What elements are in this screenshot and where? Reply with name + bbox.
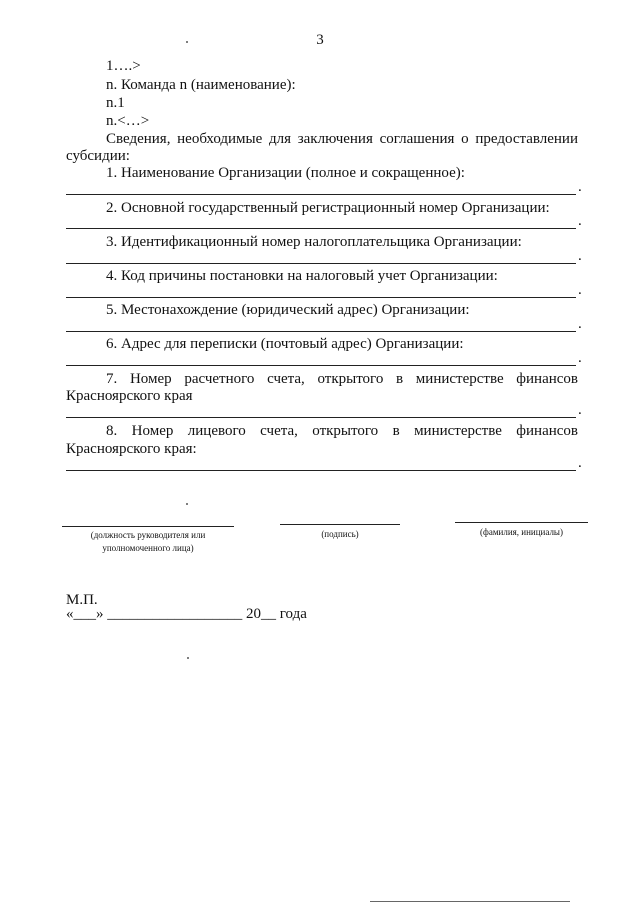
field-8-label-line-1: 8. Номер лицевого счета, открытого в министерстве финансов — [106, 423, 578, 439]
field-2-input-line[interactable] — [66, 228, 576, 229]
field-2-terminator: . — [578, 213, 582, 229]
scan-speck — [186, 41, 188, 43]
field-5-input-line[interactable] — [66, 331, 576, 332]
position-caption-1: (должность руководителя или — [90, 530, 206, 540]
date-line: «___» __________________ 20__ года — [66, 606, 307, 622]
stamp-mark: М.П. — [66, 592, 98, 608]
field-4-input-line[interactable] — [66, 297, 576, 298]
field-1-terminator: . — [578, 179, 582, 195]
field-6-input-line[interactable] — [66, 365, 576, 366]
position-signature-line[interactable] — [62, 526, 234, 527]
field-7-label-line-1: 7. Номер расчетного счета, открытого в министерстве финансов — [106, 371, 578, 387]
field-5-label: 5. Местонахождение (юридический адрес) Организации: — [106, 302, 470, 318]
field-8-label-line-2: Красноярского края: — [66, 441, 197, 457]
field-7-label-line-2: Красноярского края — [66, 388, 193, 404]
intro-line-2: субсидии: — [66, 148, 130, 164]
field-6-label: 6. Адрес для переписки (почтовый адрес) Организации: — [106, 336, 464, 352]
field-3-label: 3. Идентификационный номер налогоплательщика Организации: — [106, 234, 522, 250]
field-4-terminator: . — [578, 282, 582, 298]
intro-line-1: Сведения, необходимые для заключения соглашения о предоставлении — [106, 131, 578, 147]
team-sub-1: n.1 — [106, 95, 125, 111]
field-4-label: 4. Код причины постановки на налоговый учет Организации: — [106, 268, 498, 284]
name-caption: (фамилия, инициалы) — [480, 527, 563, 537]
field-5-terminator: . — [578, 316, 582, 332]
field-1-label: 1. Наименование Организации (полное и сокращенное): — [106, 165, 465, 181]
scan-speck — [186, 503, 188, 505]
field-3-terminator: . — [578, 248, 582, 264]
team-heading: n. Команда n (наименование): — [106, 77, 296, 93]
field-3-input-line[interactable] — [66, 263, 576, 264]
item-line-1: 1….> — [106, 58, 141, 74]
name-signature-line[interactable] — [455, 522, 588, 523]
position-caption-2: уполномоченного лица) — [102, 543, 194, 553]
scan-speck — [187, 657, 189, 659]
signature-line[interactable] — [280, 524, 400, 525]
field-2-label: 2. Основной государственный регистрационный номер Организации: — [106, 200, 550, 216]
field-7-input-line[interactable] — [66, 417, 576, 418]
field-8-input-line[interactable] — [66, 470, 576, 471]
page-number: 3 — [316, 32, 324, 48]
signature-caption: (подпись) — [321, 529, 359, 539]
field-6-terminator: . — [578, 350, 582, 366]
field-1-input-line[interactable] — [66, 194, 576, 195]
team-sub-n: n.<…> — [106, 113, 150, 129]
field-7-terminator: . — [578, 402, 582, 418]
field-8-terminator: . — [578, 455, 582, 471]
scan-edge-line — [370, 901, 570, 902]
